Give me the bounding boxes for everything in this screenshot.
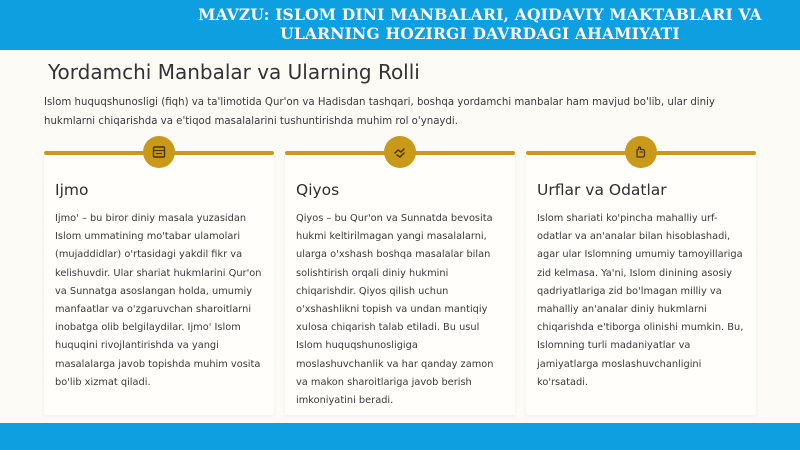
- card-body: Islom shariati ko'pincha mahalliy urf-odatlar va an'analar bilan hisoblashadi, agar ular Islomning umumiy tamoyillariga zid kelmasa. Ya'ni, Islom dinining asosiy qadriyatlariga zid bo'lmagan milliy va mahalliy an'analar diniy hukmlarni chiqarishda e'tiborga olinishi mumkin. Bu, Islomning turli madaniyatlar va jamiyatlarga moslashuvchanligini ko'rsatadi.: [537, 213, 744, 388]
- card-badge: [384, 136, 416, 168]
- card-body: Qiyos – bu Qur'on va Sunnatda bevosita hukmi keltirilmagan yangi masalalarni, ularga o'xshash boshqa masalalar bilan solishtirish orqali diniy hukmini chiqarishdir. Qiyos qilish uchun o'xshashlikni topish va undan mantiqiy xulosa chiqarish talab etiladi. Bu usul Islom huquqshunosligiga moslashuvchanlik va har qanday zamon va makon sharoitlariga javob berish imkoniyatini beradi.: [296, 213, 494, 407]
- intro-text: Islom huquqshunosligi (fiqh) va ta'limotida Qur'on va Hadisdan tashqari, boshqa yordamchi manbalar ham mavjud bo'lib, ular diniy hukmlarni chiqarishda va e'tiqod masalalarini tushuntirishda muhim rol o'ynaydi.: [44, 97, 715, 127]
- card-badge: [143, 136, 175, 168]
- top-banner: [0, 0, 800, 50]
- handshake-icon: [392, 144, 408, 160]
- card-body: Ijmo' – bu biror diniy masala yuzasidan Islom ummatining mo'tabar ulamolari (mujaddidlar) o'rtasidagi yakdil fikr va kelishuvdir. Ular shariat hukmlarini Qur'on va Sunnatga asoslangan holda, umumiy manfaatlar va o'zgaruvchan sharoitlarni inobatga olib belgilaydilar. Ijmo' Islom huquqini rivojlantirishda va yangi masalalarga javob topishda muhim vosita bo'lib xizmat qiladi.: [55, 213, 262, 388]
- card-title: Ijmo: [55, 181, 89, 199]
- bottom-bar: [0, 423, 800, 450]
- card-qiyos: [285, 136, 515, 416]
- hand-icon: [633, 144, 649, 160]
- card-title: Urflar va Odatlar: [537, 181, 667, 199]
- book-icon: [151, 144, 167, 160]
- card-urflar: [526, 136, 756, 416]
- slide-title: Yordamchi Manbalar va Ularning Rolli: [48, 60, 420, 84]
- card-badge: [625, 136, 657, 168]
- card-title: Qiyos: [296, 181, 340, 199]
- card-ijmo: [44, 136, 274, 416]
- banner-title: MAVZU: ISLOM DINI MANBALARI, AQIDAVIY MAKTABLARI VA ULARNING HOZIRGI DAVRDAGI AHAMIYATI: [198, 5, 762, 43]
